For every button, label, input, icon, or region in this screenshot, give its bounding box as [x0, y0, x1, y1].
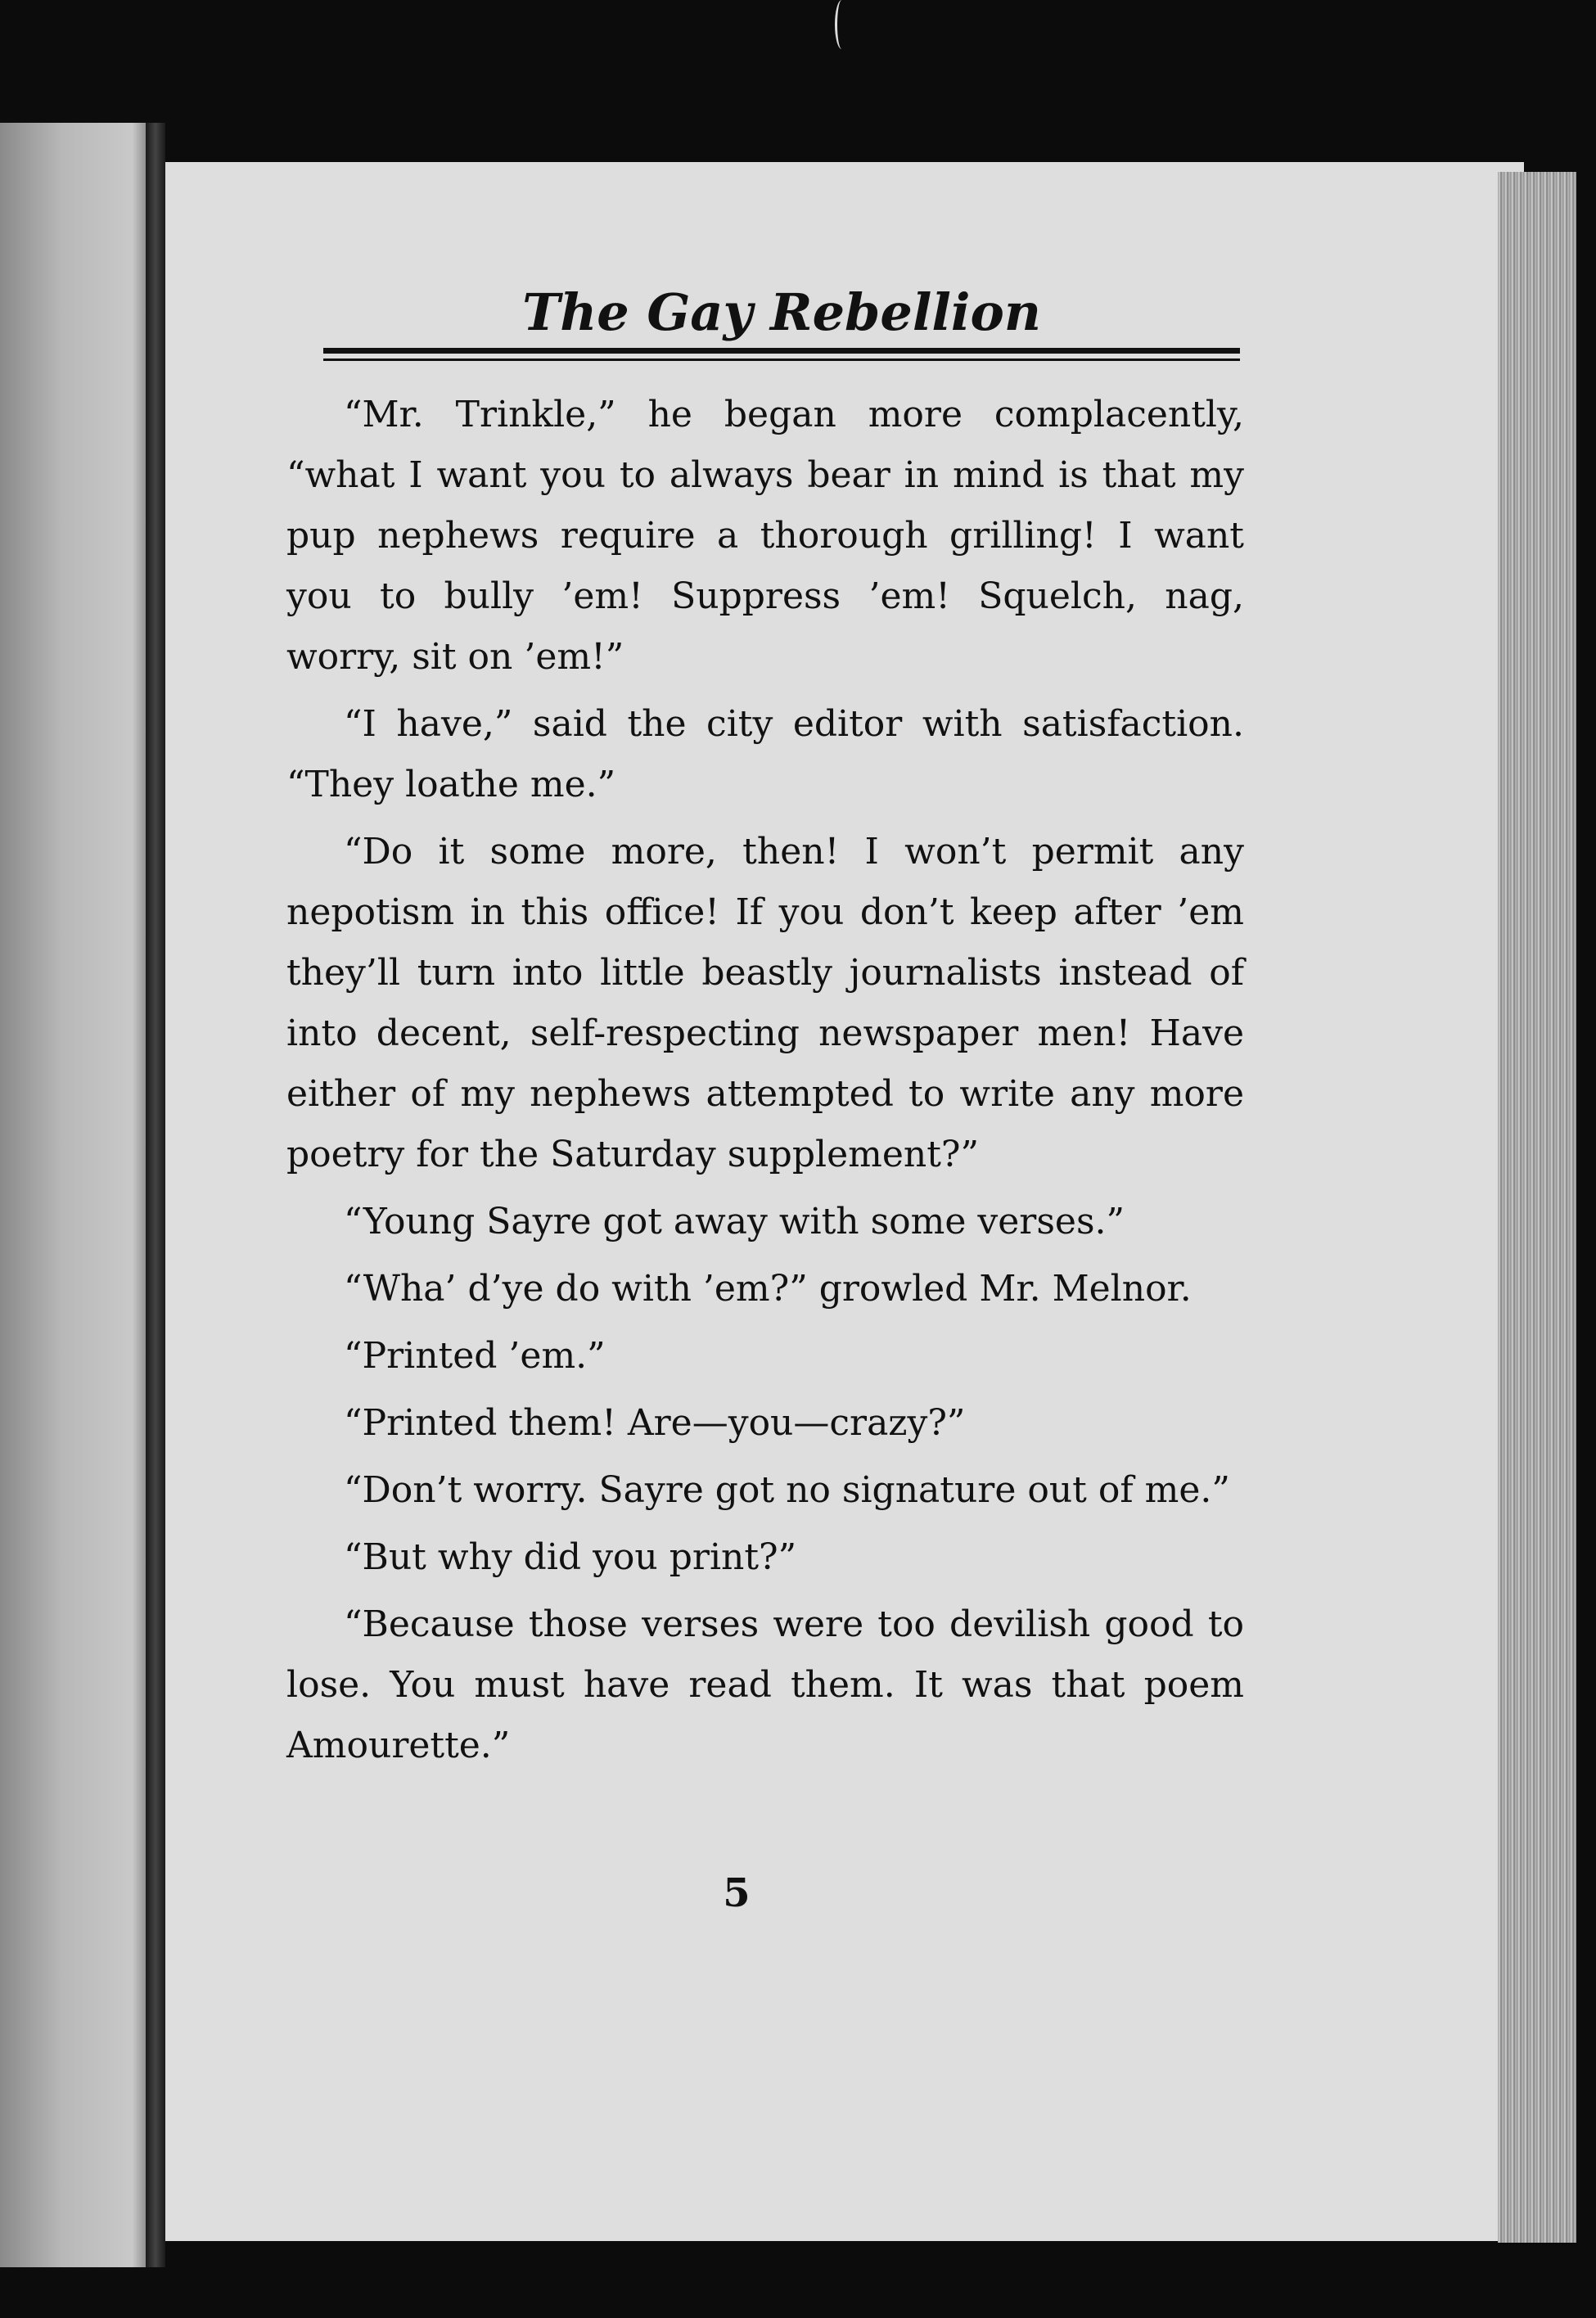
paragraph: “Do it some more, then! I won’t permit any nepotism in this office! If you don’t keep after ’em they’ll turn into little beastly journalists instead of into decent, self-respecting newspaper men! Have either of my nephews attempted to write any more poetry for the Saturday supplement?” — [286, 831, 1244, 1175]
paragraph: “Young Sayre got away with some verses.” — [344, 1201, 1125, 1242]
paragraph: “But why did you print?” — [344, 1536, 797, 1578]
paragraph: “Printed them! Are—you—crazy?” — [344, 1402, 966, 1444]
scan-mark — [835, 0, 849, 49]
facing-page-edge — [0, 123, 156, 2267]
header-rule — [323, 348, 1240, 366]
paragraph: “Because those verses were too devilish good to lose. You must have read them. It was that poem Amourette.” — [286, 1603, 1244, 1766]
header-rule-thick — [323, 348, 1240, 354]
header-rule-thin — [323, 359, 1240, 361]
paragraph: “Printed ’em.” — [344, 1335, 606, 1377]
paragraph: “Don’t worry. Sayre got no signature out of me.” — [344, 1469, 1230, 1511]
running-head: The Gay Rebellion — [522, 282, 1041, 342]
paragraph: “Mr. Trinkle,” he began more complacently, “what I want you to always bear in mind is that my pup nephews require a thorough grilling! I want you to bully ’em! Suppress ’em! Squelch, nag, worry, sit on ’em!” — [286, 394, 1244, 678]
page-body — [286, 385, 1244, 1783]
page-block-edges — [1498, 172, 1576, 2243]
page-number: 5 — [723, 1870, 751, 1916]
paragraph: “I have,” said the city editor with satisfaction. “They loathe me.” — [286, 703, 1244, 805]
paragraph: “Wha’ d’ye do with ’em?” growled Mr. Melnor. — [344, 1268, 1192, 1310]
book-gutter — [146, 123, 165, 2267]
